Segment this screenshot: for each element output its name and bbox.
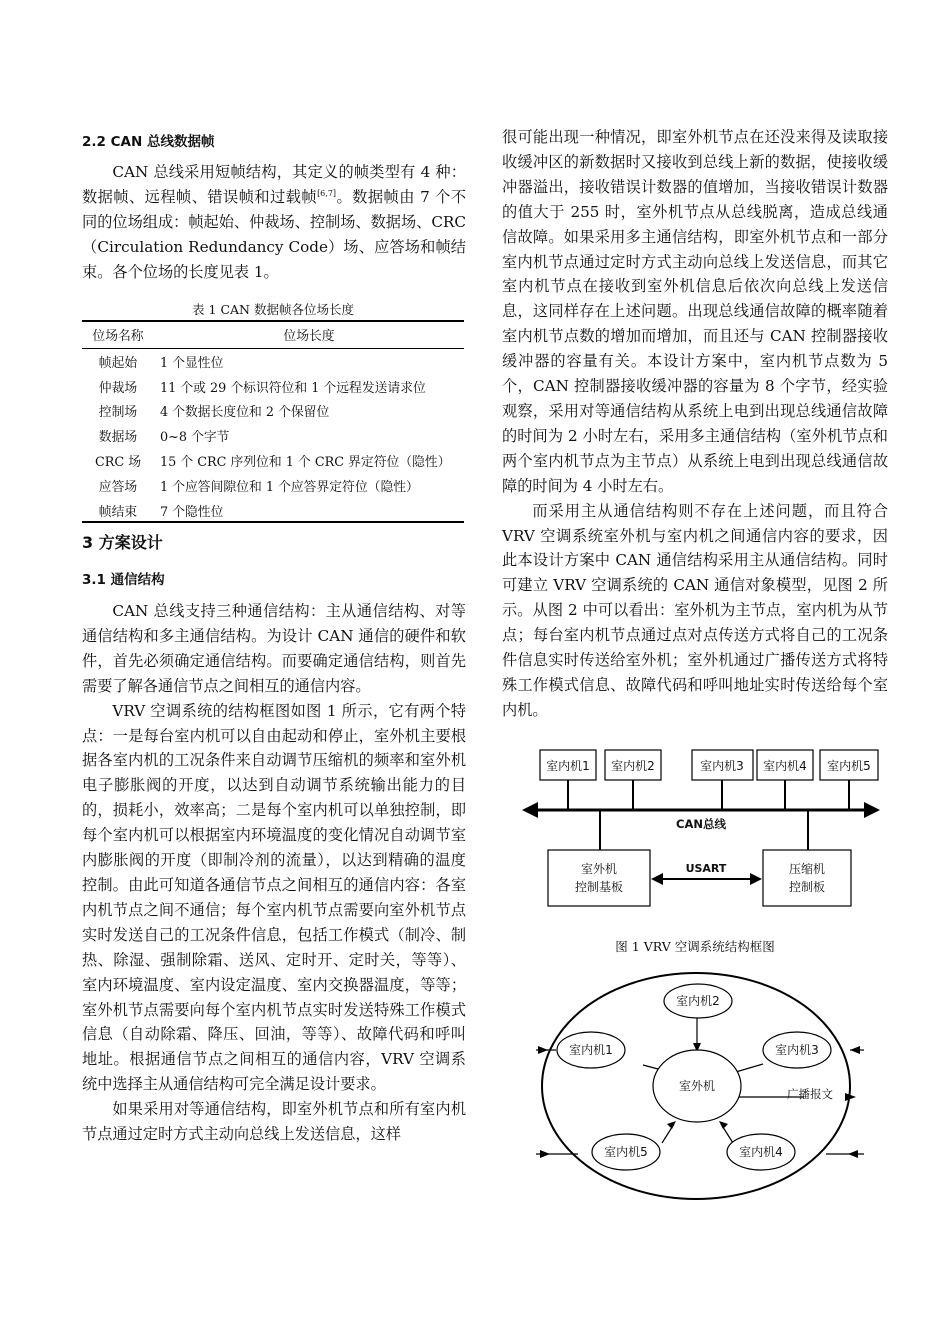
- paragraph: 很可能出现一种情况，即室外机节点在还没来得及读取接收缓冲区的新数据时又接收到总线上新的数据，使接收缓冲器溢出，接收错误计数器的值增加，当接收错误计数器的值大于 255 时，室外机节点从总线脱离，造成总线通信故障。如果采用多主通信结构，即室外机节点和一部分室内机节点通过定时方式主动向总线上发送信息，而其它室内机节点在接收到室外机信息后依次向总线上发送信息，这同样存在上述问题。出现总线通信故障的概率随着室内机节点数的增加而增加，而且还与 CAN 控制器接收缓冲器的容量有关。本设计方案中，室内机节点数为 5 个，CAN 控制器接收缓冲器的容量为 8 个字节，经实验观察，采用对等通信结构从系统上电到出现总线通信故障的时间为 2 小时左右，采用多主通信结构（室外机节点和两个室内机节点为主节点）从系统上电到出现总线通信故障的时间为 4 小时左右。: [502, 128, 888, 495]
- indoor-node-2-label: 室内机2: [676, 994, 720, 1008]
- table-row: 帧起始 1 个显性位: [98, 355, 224, 371]
- section-3-1-body-right: [502, 125, 888, 723]
- usart-label: USART: [685, 862, 727, 875]
- paragraph: 而采用主从通信结构则不存在上述问题，而且符合 VRV 空调系统室外机与室内机之间通信内容的要求，因此本设计方案中 CAN 通信结构采用主从通信结构。同时可建立 VRV 空调系统的 CAN 通信对象模型，见图 2 所示。从图 2 中可以看出：室外机为主节点，室内机为从节点；每台室内机节点通过点对点传送方式将自己的工况条件信息实时传送给室外机；室外机通过广播传送方式将特殊工作模式信息、故障代码和呼叫地址实时传送给每个室内机。: [502, 501, 888, 719]
- indoor-node-4-label: 室内机4: [739, 1145, 783, 1159]
- table-header-row: [82, 321, 464, 349]
- figure-1-caption: 图 1 VRV 空调系统结构框图: [615, 939, 775, 954]
- figure-2-diagram: [536, 966, 866, 1204]
- paragraph: CAN 总线支持三种通信结构：主从通信结构、对等通信结构和多主通信结构。为设计 CAN 通信的硬件和软件，首先必须确定通信结构。而要确定通信结构，则首先需要了解各通信节点之间相互的通信内容。: [82, 602, 466, 695]
- section-3-heading: 3 方案设计: [82, 533, 163, 552]
- paragraph: CAN 总线采用短帧结构，其定义的帧类型有 4 种：数据帧、远程帧、错误帧和过载帧[6,7]。数据帧由 7 个不同的位场组成：帧起始、仲裁场、控制场、数据场、CRC（Circulation Redundancy Code）场、应答场和帧结束。各个位场的长度见表 1。: [82, 163, 467, 281]
- indoor-unit-5-label: 室内机5: [827, 759, 871, 773]
- compressor-board-label-1: 压缩机: [788, 862, 826, 876]
- section-3-1-body-left: [82, 599, 466, 1147]
- figure-1-diagram: [520, 748, 882, 918]
- indoor-unit-1-label: 室内机1: [546, 759, 590, 773]
- indoor-node-3-label: 室内机3: [775, 1043, 819, 1057]
- table-row: 数据场 0~8 个字节: [98, 430, 230, 446]
- can-bus-left-arrow: [522, 802, 538, 818]
- table-row: CRC 场 15 个 CRC 序列位和 1 个 CRC 界定符位（隐性）: [94, 455, 451, 471]
- table-row: 应答场 1 个应答间隙位和 1 个应答界定符位（隐性）: [98, 479, 419, 495]
- table-bottom-rule: [82, 521, 464, 523]
- can-bus-label: CAN总线: [676, 817, 726, 831]
- indoor-node-5-label: 室内机5: [604, 1145, 648, 1159]
- compressor-board-label-2: 控制板: [788, 880, 826, 894]
- outdoor-unit-label: 室外机: [678, 1079, 716, 1093]
- indoor-node-1-label: 室内机1: [569, 1043, 613, 1057]
- paragraph: VRV 空调系统的结构框图如图 1 所示，它有两个特点：一是每台室内机可以自由起动和停止，室外机主要根据各室内机的工况条件来自动调节压缩机的频率和室外机电子膨胀阀的开度，以达到自动调节系统输出能力的目的，损耗小，效率高；二是每个室内机可以单独控制，即每个室内机可以根据室内环境温度的变化情况自动调节室内膨胀阀的开度（即制冷剂的流量），以达到精确的温度控制。由此可知道各通信节点之间相互的通信内容：各室内机节点之间不通信；每个室内机节点需要向室外机节点实时发送自己的工况条件信息，包括工作模式（制冷、制热、除湿、强制除霜、送风、定时开、定时关，等等）、室内环境温度、室内设定温度、室内交换器温度，等等；室外机节点需要向每个室内机节点实时发送特殊工作模式信息（自动除霜、降压、回油，等等）、故障代码和呼叫地址。根据通信节点之间相互的通信内容，VRV 空调系统中选择主从通信结构可完全满足设计要求。: [82, 701, 466, 1094]
- table-row: 帧结束 7 个隐性位: [98, 504, 224, 520]
- table-header-name: 位场名称: [82, 321, 154, 349]
- table-row: 控制场 4 个数据长度位和 2 个保留位: [98, 405, 330, 421]
- indoor-unit-3-label: 室内机3: [700, 759, 744, 773]
- outdoor-board-label-1: 室外机: [580, 862, 618, 876]
- outdoor-board-box: [548, 850, 650, 906]
- table-1: [82, 321, 464, 523]
- table-1-caption: 表 1 CAN 数据帧各位场长度: [192, 302, 354, 317]
- table-header-length: 位场长度: [154, 321, 464, 349]
- broadcast-label: 广播报文: [787, 1087, 833, 1101]
- paragraph: 如果采用对等通信结构，即室外机节点和所有室内机节点通过定时方式主动向总线上发送信息，这样: [82, 1100, 466, 1144]
- indoor-unit-4-label: 室内机4: [763, 759, 807, 773]
- section-3-1-heading: 3.1 通信结构: [82, 572, 165, 588]
- can-bus-right-arrow: [864, 802, 880, 818]
- citation: [6,7]: [317, 188, 337, 198]
- outdoor-board-label-2: 控制基板: [574, 880, 624, 894]
- section-2-2-heading: 2.2 CAN 总线数据帧: [82, 134, 215, 150]
- table-row: 仲裁场 11 个或 29 个标识符位和 1 个远程发送请求位: [98, 380, 426, 396]
- indoor-unit-2-label: 室内机2: [611, 759, 655, 773]
- compressor-board-box: [763, 850, 851, 906]
- section-2-2-body: [82, 160, 466, 285]
